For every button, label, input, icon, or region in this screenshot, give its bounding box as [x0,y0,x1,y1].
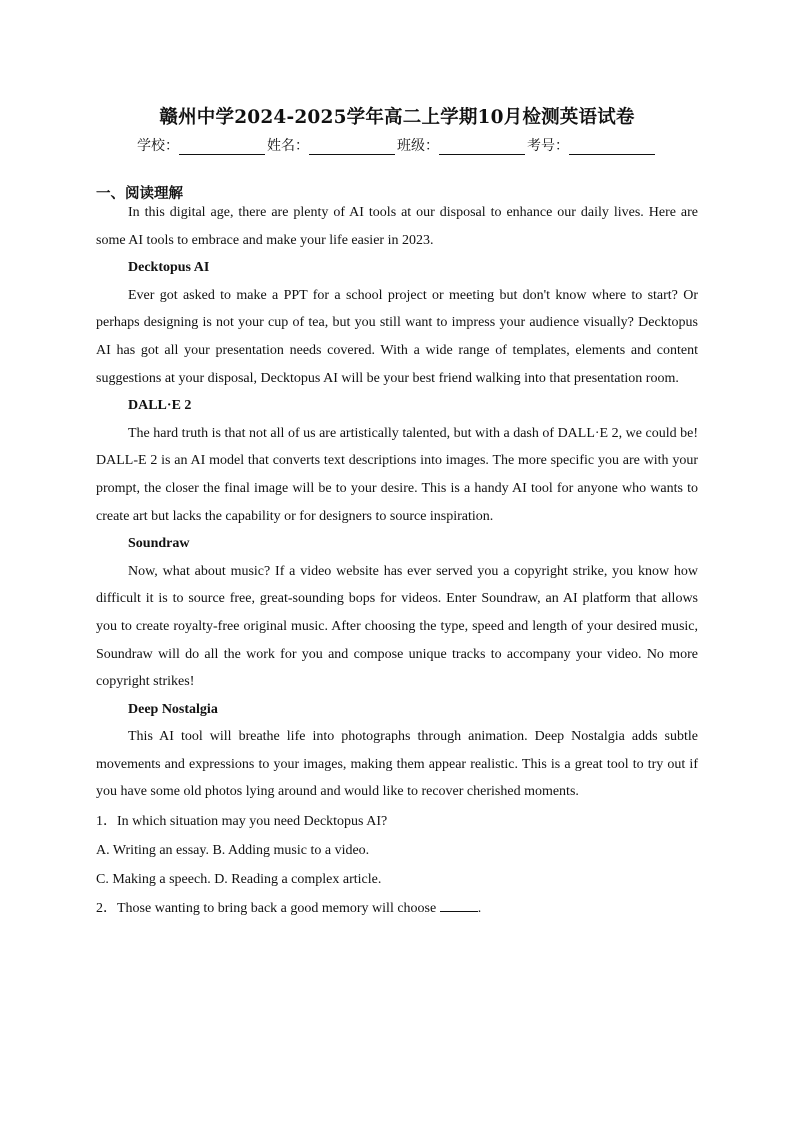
class-blank [439,140,525,155]
tool-text-decktopus: Ever got asked to make a PPT for a school project or meeting but don't know where to start? Or perhaps designing is not your cup of tea, but you still want to impress your audience visually? Decktopus AI has got all your presentation needs covered. With a wide range of templates, elements and content suggestions at your disposal, Decktopus AI will be your best friend walking into that presentation room. [96,287,698,386]
tool-text-dalle: The hard truth is that not all of us are artistically talented, but with a dash of DALL·E 2, we could be! DALL-E 2 is an AI model that converts text descriptions into images. The more specific you are with your prompt, the closer the final image will be to your desire. This is a handy AI tool for anyone who wants to create art but lacks the capability or for designers to source inspiration. [96,425,698,524]
school-blank [179,140,265,155]
name-field [267,135,397,155]
name-blank [309,140,395,155]
exam-no-field [527,135,657,155]
exam-no-label: 考号： [527,138,569,154]
student-info-row [0,135,794,155]
answer-blank [440,899,478,912]
question-1-options-ab: A. Writing an essay. B. Adding music to a video. [96,843,370,859]
school-field [137,135,267,155]
tool-heading-soundraw: Soundraw [128,536,190,552]
name-label: 姓名： [267,138,309,154]
question-2 [96,894,698,923]
class-field [397,135,527,155]
tool-text-soundraw: Now, what about music? If a video website has ever served you a copyright strike, you know how difficult it is to source free, great-sounding bops for videos. Enter Soundraw, an AI platform that allows you to create royalty-free original music. After choosing the type, speed and length of your desired music, Soundraw will do all the work for you and compose unique tracks to accompany your video. No more copyright strikes! [96,563,698,690]
class-label: 班级： [397,138,439,154]
question-2-text: 2．Those wanting to bring back a good memory will choose [96,901,437,917]
question-1-options-cd: C. Making a speech. D. Reading a complex article. [96,872,382,888]
page-title: 赣州中学2024-2025学年高二上学期10月检测英语试卷 [159,107,635,128]
tool-heading-deep-nostalgia: Deep Nostalgia [128,701,218,717]
tool-text-deep-nostalgia: This AI tool will breathe life into photographs through animation. Deep Nostalgia adds subtle movements and expressions to your images, making them appear realistic. This is a great tool to try out if you have some old photos lying around and would like to recover cherished moments. [96,729,698,800]
question-1: 1．In which situation may you need Decktopus AI? [96,814,388,830]
tool-heading-dalle: DALL·E 2 [128,398,192,414]
reading-passage [96,199,698,923]
section-title: 一、阅读理解 [96,186,183,202]
tool-heading-decktopus: Decktopus AI [128,260,210,276]
question-2-end: . [477,901,482,917]
school-label: 学校： [137,138,179,154]
passage-intro: In this digital age, there are plenty of AI tools at our disposal to enhance our daily lives. Here are some AI tools to embrace and make your life easier in 2023. [96,205,698,248]
exam-no-blank [569,140,655,155]
